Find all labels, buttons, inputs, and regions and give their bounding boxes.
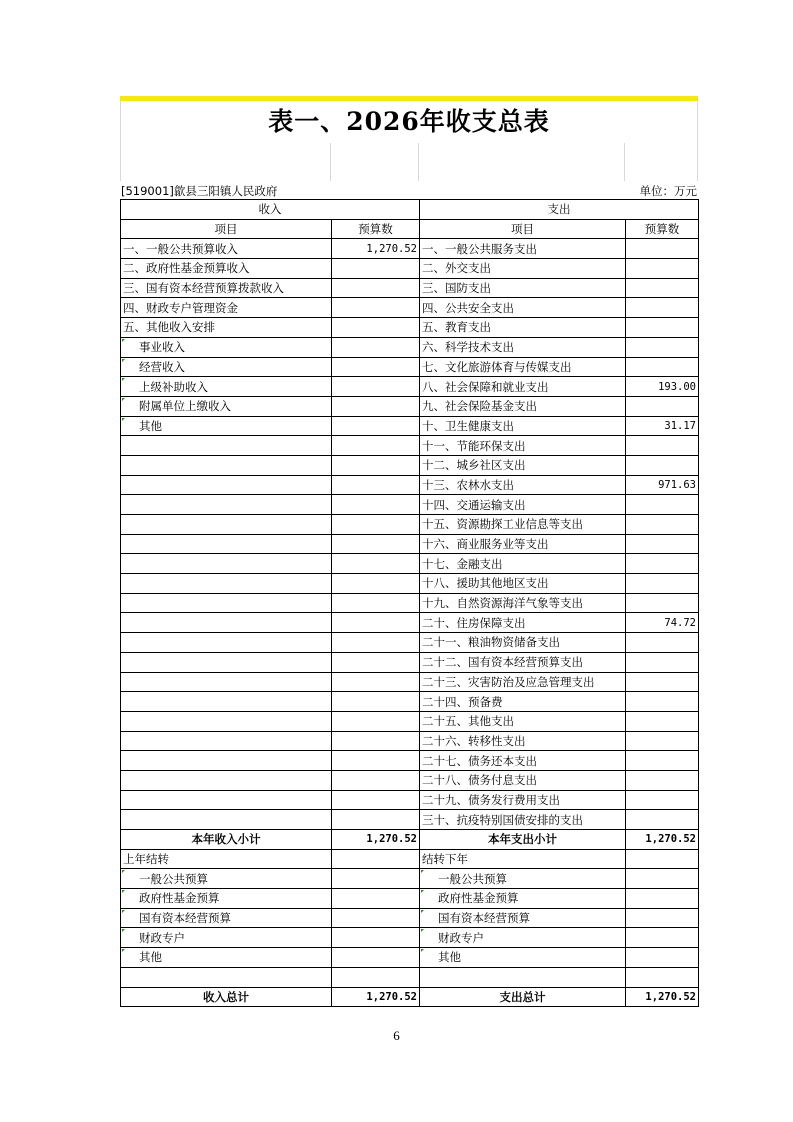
table-row [121,534,699,554]
income-value [332,515,420,535]
income-item [121,633,332,653]
expense-value [626,337,699,357]
table-row [121,337,699,357]
expense-item: 四、公共安全支出 [420,298,626,318]
income-value [332,593,420,613]
income-value [332,357,420,377]
carry-row [121,928,699,948]
expense-value [626,455,699,475]
expense-item: 五、教育支出 [420,318,626,338]
carry-out-head: 结转下年 [420,849,626,869]
table-row [121,495,699,515]
expense-value [626,495,699,515]
expense-item: 九、社会保险基金支出 [420,396,626,416]
table-row [121,515,699,535]
income-item [121,574,332,594]
expense-value [626,534,699,554]
expense-item: 十九、自然资源海洋气象等支出 [420,593,626,613]
expense-item: 三、国防支出 [420,278,626,298]
income-value [332,731,420,751]
expense-value [626,357,699,377]
income-value [332,377,420,397]
expense-item: 八、社会保障和就业支出 [420,377,626,397]
expense-header: 支出 [420,200,699,220]
expense-item: 十、卫生健康支出 [420,416,626,436]
table-row [121,790,699,810]
carry-in-item: 国有资本经营预算 [121,908,332,928]
income-budget-header: 预算数 [332,219,420,239]
spacer-cell [121,967,332,987]
income-value [332,495,420,515]
income-item [121,554,332,574]
expense-item: 三十、抗疫特别国债安排的支出 [420,810,626,830]
carry-out-value [626,948,699,968]
income-item [121,495,332,515]
income-value [332,711,420,731]
carry-in-item: 其他 [121,948,332,968]
expense-value [626,672,699,692]
table-row [121,436,699,456]
expense-item: 十八、援助其他地区支出 [420,574,626,594]
expense-value [626,554,699,574]
table-row [121,554,699,574]
carry-row [121,948,699,968]
income-subtotal-label: 本年收入小计 [121,830,332,850]
spacer-cell [332,967,420,987]
expense-value [626,770,699,790]
expense-subtotal-label: 本年支出小计 [420,830,626,850]
table-row [121,770,699,790]
budget-table [120,199,699,1007]
expense-value [626,239,699,259]
table-row [121,455,699,475]
income-item: 三、国有资本经营预算拨款收入 [121,278,332,298]
expense-item: 十六、商业服务业等支出 [420,534,626,554]
table-row [121,377,699,397]
main-rows [121,239,699,830]
income-item: 上级补助收入 [121,377,332,397]
income-item: 二、政府性基金预算收入 [121,259,332,279]
income-item [121,731,332,751]
carry-out-value [626,869,699,889]
income-value [332,574,420,594]
income-value [332,810,420,830]
income-header: 收入 [121,200,420,220]
blank-cell [121,143,331,181]
expense-item: 十三、农林水支出 [420,475,626,495]
expense-value [626,790,699,810]
expense-value [626,633,699,653]
income-item [121,593,332,613]
spacer-row [121,967,699,987]
expense-value: 971.63 [626,475,699,495]
table-row [121,751,699,771]
income-item: 事业收入 [121,337,332,357]
blank-cell [419,143,625,181]
expense-item: 二十四、预备费 [420,692,626,712]
carry-in-value [332,928,420,948]
income-value [332,455,420,475]
income-subtotal-value: 1,270.52 [332,830,420,850]
expense-value [626,298,699,318]
carry-out-value [626,849,699,869]
expense-item: 一、一般公共服务支出 [420,239,626,259]
carry-in-value [332,948,420,968]
carry-in-head: 上年结转 [121,849,332,869]
income-item-header: 项目 [121,219,332,239]
income-item [121,672,332,692]
expense-value [626,396,699,416]
expense-budget-header: 预算数 [626,219,699,239]
income-item: 附属单位上缴收入 [121,396,332,416]
income-item [121,475,332,495]
income-value [332,534,420,554]
income-value [332,396,420,416]
income-item [121,652,332,672]
expense-value [626,515,699,535]
expense-value [626,692,699,712]
table-row [121,278,699,298]
subtotal-row [121,830,699,850]
expense-value [626,711,699,731]
income-total-value: 1,270.52 [332,987,420,1007]
income-item [121,515,332,535]
expense-item-header: 项目 [420,219,626,239]
expense-value [626,574,699,594]
carry-out-value [626,889,699,909]
income-value [332,790,420,810]
expense-item: 二十九、债务发行费用支出 [420,790,626,810]
table-row [121,613,699,633]
income-item [121,751,332,771]
carry-out-item: 政府性基金预算 [420,889,626,909]
income-value [332,475,420,495]
expense-item: 二十七、债务还本支出 [420,751,626,771]
spacer-cell [420,967,626,987]
income-item: 五、其他收入安排 [121,318,332,338]
spacer-cell [626,967,699,987]
table-row [121,298,699,318]
expense-item: 二十六、转移性支出 [420,731,626,751]
expense-item: 二十二、国有资本经营预算支出 [420,652,626,672]
expense-item: 二十八、债务付息支出 [420,770,626,790]
expense-total-label: 支出总计 [420,987,626,1007]
expense-value [626,731,699,751]
expense-value: 74.72 [626,613,699,633]
income-total-label: 收入总计 [121,987,332,1007]
carry-rows [121,869,699,967]
income-item [121,534,332,554]
expense-value: 31.17 [626,416,699,436]
income-item [121,692,332,712]
income-value [332,613,420,633]
carry-in-value [332,908,420,928]
page-title: 表一、2026年收支总表 [120,101,698,143]
carry-out-value [626,908,699,928]
income-value [332,436,420,456]
table-row [121,711,699,731]
carry-header-row [121,849,699,869]
income-value [332,278,420,298]
expense-item: 十五、资源勘探工业信息等支出 [420,515,626,535]
expense-value [626,278,699,298]
section-header-row [121,200,699,220]
expense-item: 二十三、灾害防治及应急管理支出 [420,672,626,692]
income-item [121,613,332,633]
carry-row [121,908,699,928]
expense-value [626,751,699,771]
income-value [332,259,420,279]
expense-item: 二十、住房保障支出 [420,613,626,633]
table-row [121,810,699,830]
expense-item: 七、文化旅游体育与传媒支出 [420,357,626,377]
carry-in-value [332,869,420,889]
income-value [332,416,420,436]
expense-total-value: 1,270.52 [626,987,699,1007]
table-row [121,416,699,436]
income-item [121,790,332,810]
expense-subtotal-value: 1,270.52 [626,830,699,850]
expense-value [626,436,699,456]
expense-item: 十四、交通运输支出 [420,495,626,515]
table-row [121,396,699,416]
carry-in-value [332,889,420,909]
income-item: 经营收入 [121,357,332,377]
table-row [121,633,699,653]
income-item [121,770,332,790]
expense-value [626,593,699,613]
income-item [121,711,332,731]
table-row [121,652,699,672]
table-row [121,574,699,594]
expense-value [626,652,699,672]
column-header-row [121,219,699,239]
income-item [121,455,332,475]
table-row [121,357,699,377]
income-value [332,633,420,653]
income-value [332,672,420,692]
table-row [121,475,699,495]
org-name: [519001]歙县三阳镇人民政府 [121,184,278,198]
income-value [332,652,420,672]
carry-out-item: 一般公共预算 [420,869,626,889]
income-value [332,318,420,338]
carry-out-item: 财政专户 [420,928,626,948]
expense-item: 十一、节能环保支出 [420,436,626,456]
expense-value [626,318,699,338]
carry-in-item: 财政专户 [121,928,332,948]
carry-row [121,889,699,909]
income-item: 一、一般公共预算收入 [121,239,332,259]
income-value [332,337,420,357]
expense-value [626,259,699,279]
income-value: 1,270.52 [332,239,420,259]
expense-item: 二、外交支出 [420,259,626,279]
income-item [121,810,332,830]
expense-item: 十二、城乡社区支出 [420,455,626,475]
expense-value [626,810,699,830]
blank-cell [331,143,420,181]
income-value [332,770,420,790]
income-value [332,298,420,318]
carry-in-value [332,849,420,869]
income-value [332,692,420,712]
blank-cell [625,143,697,181]
carry-out-value [626,928,699,948]
income-item: 其他 [121,416,332,436]
total-row [121,987,699,1007]
carry-in-item: 政府性基金预算 [121,889,332,909]
org-unit-row [120,181,698,199]
expense-item: 二十五、其他支出 [420,711,626,731]
expense-item: 六、科学技术支出 [420,337,626,357]
income-item: 四、财政专户管理资金 [121,298,332,318]
carry-out-item: 其他 [420,948,626,968]
table-row [121,672,699,692]
expense-item: 二十一、粮油物资储备支出 [420,633,626,653]
table-row [121,731,699,751]
carry-in-item: 一般公共预算 [121,869,332,889]
budget-sheet [120,96,698,1007]
table-row [121,692,699,712]
income-value [332,751,420,771]
table-row [121,593,699,613]
blank-header-row [120,143,698,181]
page-number: 6 [393,1028,400,1043]
unit-label: 单位：万元 [639,184,697,198]
income-value [332,554,420,574]
table-row [121,239,699,259]
carry-row [121,869,699,889]
table-row [121,259,699,279]
expense-item: 十七、金融支出 [420,554,626,574]
income-item [121,436,332,456]
expense-value: 193.00 [626,377,699,397]
carry-out-item: 国有资本经营预算 [420,908,626,928]
table-row [121,318,699,338]
